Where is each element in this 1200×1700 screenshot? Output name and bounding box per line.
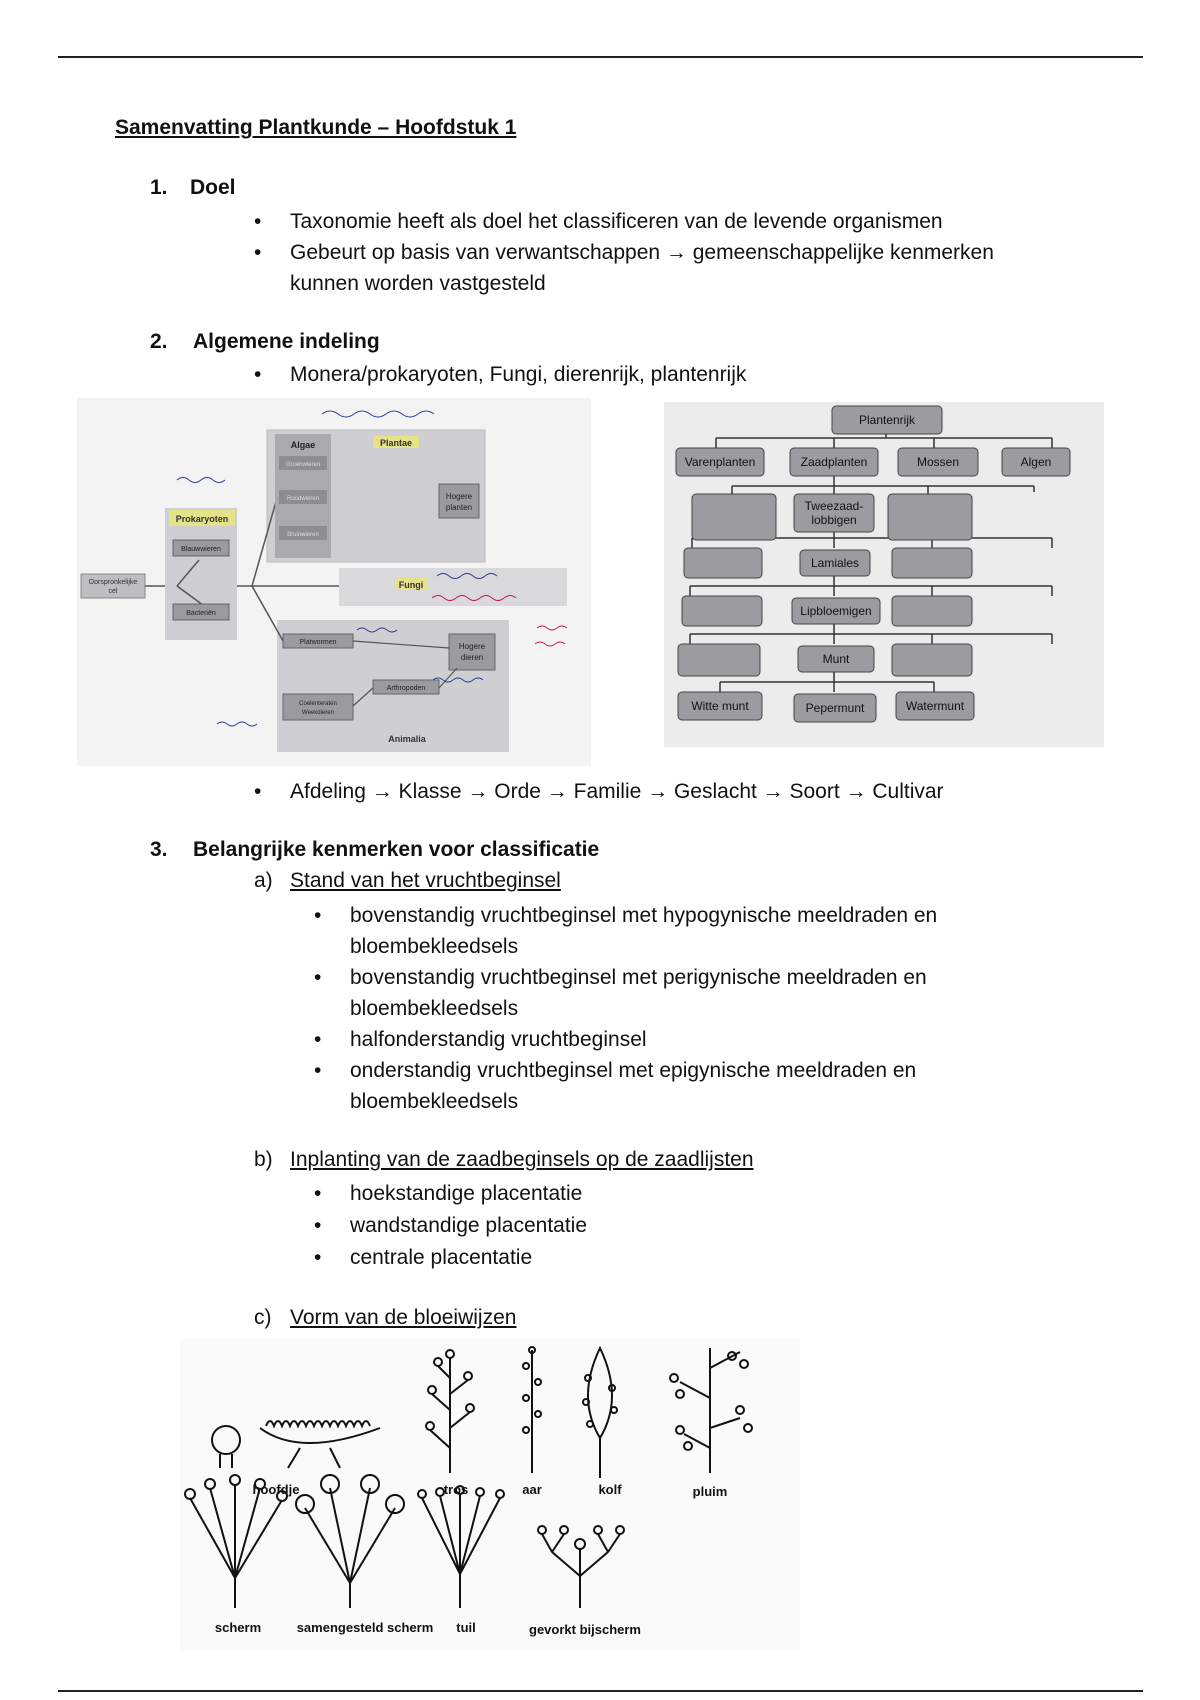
subsection-title: Inplanting van de zaadbeginsels op de zaadlijsten	[290, 1148, 754, 1171]
prokaryoten-label: Prokaryoten	[175, 514, 229, 524]
node-label: Tweezaad-	[804, 499, 864, 513]
oorsprong-label: Oorspronkelijke	[88, 579, 138, 586]
node-label: Varenplanten	[684, 455, 756, 469]
list-item: • halfonderstandig vruchtbeginsel	[314, 1028, 647, 1051]
section-title: Algemene indeling	[193, 330, 380, 353]
coelenteraten-box	[283, 694, 353, 720]
fungi-label: Fungi	[398, 580, 424, 590]
bullet-text: centrale placentatie	[350, 1246, 533, 1269]
list-item: • onderstandig vruchtbeginsel met epigynische meeldraden en	[314, 1059, 917, 1082]
subsection-b-bullets	[314, 1178, 588, 1274]
list-item-continuation	[350, 993, 937, 1024]
node-empty	[682, 596, 762, 626]
node-label: Pepermunt	[805, 701, 865, 715]
list-item-continuation	[350, 931, 937, 962]
node-empty	[888, 494, 972, 540]
aar-drawing	[523, 1347, 541, 1473]
bullet-text: onderstandig vruchtbeginsel met epigynische meeldraden en	[350, 1059, 917, 1082]
subsection-letter: b)	[254, 1148, 273, 1171]
bullet-text: bovenstandig vruchtbeginsel met hypogynische meeldraden en	[350, 904, 938, 927]
arthropoden-label: Arthropoden	[386, 685, 426, 692]
blauwwieren-label: Blauwwieren	[181, 546, 221, 553]
label-pluim: pluim	[692, 1484, 728, 1499]
node-empty	[892, 644, 972, 676]
bullet-text: bloembekleedsels	[350, 997, 519, 1020]
bullet-text: bloembekleedsels	[350, 935, 519, 958]
subsection-letter: c)	[254, 1306, 272, 1329]
gevorkt-bijscherm-drawing	[538, 1526, 624, 1608]
page-title: Samenvatting Plantkunde – Hoofdstuk 1	[115, 116, 517, 139]
list-item: • hoekstandige placentatie	[314, 1182, 583, 1205]
node-label: Munt	[822, 652, 850, 666]
tuil-drawing	[418, 1486, 504, 1608]
node-label: Watermunt	[905, 699, 965, 713]
label-tros: tros	[443, 1482, 469, 1497]
hogere-planten-box	[439, 484, 479, 518]
top-rule	[58, 56, 1143, 58]
bullet-text: Gebeurt op basis van verwantschappen → gemeenschappelijke kenmerken	[290, 241, 994, 264]
bullet-text: Taxonomie heeft als doel het classificeren van de levende organismen	[290, 210, 943, 233]
roodwieren-label: Roodwieren	[286, 496, 320, 502]
label-samengesteld-scherm: samengesteld scherm	[296, 1620, 434, 1635]
section-number: 2.	[150, 330, 168, 353]
label-scherm: scherm	[214, 1620, 262, 1635]
section-2-heading	[150, 330, 380, 354]
tros-drawing	[426, 1350, 474, 1473]
hoofdje-drawing	[212, 1421, 380, 1468]
bullet-text: bovenstandig vruchtbeginsel met perigynische meeldraden en	[350, 966, 927, 989]
node-empty	[692, 494, 776, 540]
list-item: • Afdeling → Klasse → Orde → Familie → Geslacht → Soort → Cultivar	[254, 780, 944, 803]
list-item: • Monera/prokaryoten, Fungi, dierenrijk, plantenrijk	[254, 363, 747, 386]
label-aar: aar	[522, 1482, 542, 1497]
bullet-text: Afdeling → Klasse → Orde → Familie → Geslacht → Soort → Cultivar	[290, 780, 944, 803]
pluim-drawing	[670, 1348, 752, 1473]
oorsprong-label: cel	[108, 588, 118, 595]
bruinwieren-label: Bruinwieren	[287, 532, 319, 538]
platwormen-label: Platwormen	[299, 639, 337, 646]
kolf-drawing	[583, 1348, 617, 1478]
hogere-dieren-box	[449, 634, 495, 670]
bullet-text: bloembekleedsels	[350, 1090, 519, 1113]
list-item: • wandstandige placentatie	[314, 1214, 588, 1237]
bullet-text: Monera/prokaryoten, Fungi, dierenrijk, plantenrijk	[290, 363, 747, 386]
algae-label: Algae	[290, 440, 316, 450]
list-item: • Gebeurt op basis van verwantschappen → gemeenschappelijke kenmerken	[254, 241, 994, 264]
node-label: Algen	[1020, 455, 1052, 469]
animalia-label: Animalia	[388, 734, 426, 744]
node-label: lobbigen	[811, 513, 857, 527]
coelenteraten-label: Coelenteraten	[299, 701, 337, 707]
label-kolf: kolf	[598, 1482, 622, 1497]
subsection-letter: a)	[254, 869, 273, 892]
bacterien-label: Bacteriën	[186, 610, 216, 617]
handwritten-note	[177, 478, 225, 483]
kingdoms-diagram-photo	[77, 398, 591, 766]
node-label: Lamiales	[810, 556, 860, 570]
hogere-planten-label: planten	[445, 503, 473, 512]
label-hoofdje: hoofdje	[252, 1482, 300, 1497]
node-empty	[892, 596, 972, 626]
node-label: Lipbloemigen	[800, 604, 872, 618]
list-item-continuation	[290, 268, 994, 299]
node-label-plantenrijk: Plantenrijk	[858, 413, 916, 427]
section-title: Doel	[190, 176, 236, 199]
list-item: • centrale placentatie	[314, 1246, 533, 1269]
subsection-a-title	[254, 869, 561, 893]
bullet-text: kunnen worden vastgesteld	[290, 272, 546, 295]
list-item: • Taxonomie heeft als doel het classificeren van de levende organismen	[254, 210, 943, 233]
groenwieren-label: Groenwieren	[285, 462, 321, 468]
handwritten-note	[322, 411, 434, 417]
list-item-continuation	[350, 1086, 937, 1117]
section-3-heading	[150, 838, 599, 862]
subsection-a-bullets	[314, 900, 938, 1117]
samengesteld-scherm-drawing	[296, 1475, 404, 1608]
handwritten-note	[217, 722, 257, 726]
hogere-dieren-label: dieren	[460, 653, 484, 662]
node-label: Mossen	[916, 455, 960, 469]
bullet-text: hoekstandige placentatie	[350, 1182, 583, 1205]
plantae-label: Plantae	[379, 438, 413, 448]
hogere-dieren-label: Hogere	[458, 642, 486, 651]
subsection-b-title	[254, 1148, 754, 1172]
bullet-text: wandstandige placentatie	[350, 1214, 588, 1237]
subsection-title: Vorm van de bloeiwijzen	[290, 1306, 517, 1329]
list-item: • bovenstandig vruchtbeginsel met hypogynische meeldraden en	[314, 904, 938, 927]
node-empty	[892, 548, 972, 578]
section-1-heading	[150, 176, 236, 200]
handwritten-note	[535, 626, 567, 646]
hogere-planten-label: Hogere	[445, 492, 473, 501]
section-number: 3.	[150, 838, 168, 861]
subsection-c-title	[254, 1306, 517, 1330]
coelenteraten-label: Weekdieren	[302, 710, 334, 716]
bottom-rule	[58, 1690, 1143, 1692]
node-empty	[678, 644, 760, 676]
label-tuil: tuil	[456, 1620, 476, 1635]
subsection-title: Stand van het vruchtbeginsel	[290, 869, 561, 892]
node-empty	[684, 548, 762, 578]
section-title: Belangrijke kenmerken voor classificatie	[193, 838, 600, 861]
section-number: 1.	[150, 176, 168, 199]
plantenrijk-tree-photo	[664, 402, 1104, 747]
section-1-bullets	[254, 206, 994, 299]
bullet-text: halfonderstandig vruchtbeginsel	[350, 1028, 647, 1051]
node-label: Witte munt	[691, 699, 749, 713]
list-item: • bovenstandig vruchtbeginsel met perigynische meeldraden en	[314, 966, 927, 989]
node-label: Zaadplanten	[800, 455, 868, 469]
inflorescence-figure	[180, 1338, 800, 1650]
label-gevorkt-bijscherm: gevorkt bijscherm	[529, 1622, 641, 1637]
